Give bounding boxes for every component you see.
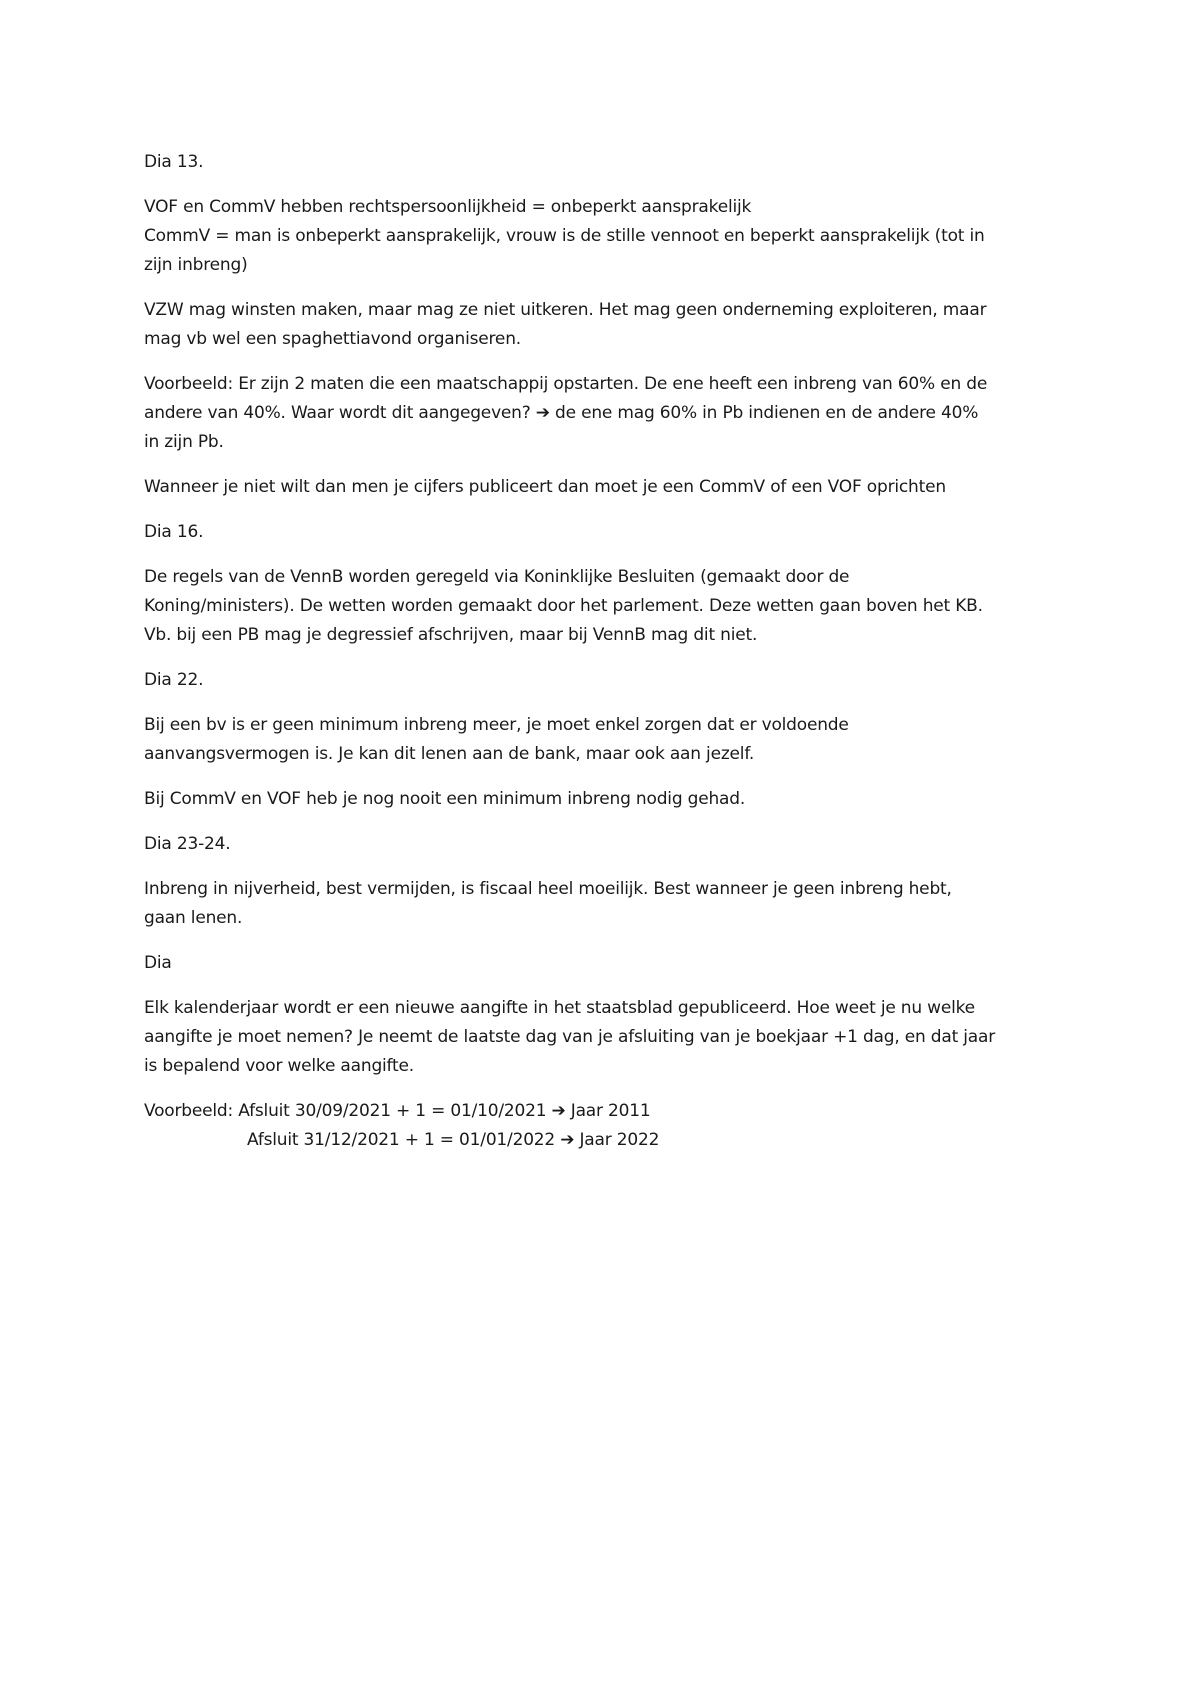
text-line: in zijn Pb. [144,432,224,452]
text-line: Koning/ministers). De wetten worden gemaakt door het parlement. Deze wetten gaan boven het KB. [144,596,983,616]
text-line: Vb. bij een PB mag je degressief afschrijven, maar bij VennB mag dit niet. [144,625,758,645]
text-line: Bij een bv is er geen minimum inbreng meer, je moet enkel zorgen dat er voldoende [144,715,849,735]
text-line: zijn inbreng) [144,255,248,275]
text-line: andere van 40%. Waar wordt dit aangegeven? ➔ de ene mag 60% in Pb indienen en de andere 40% [144,403,979,423]
heading-dia-23-24 [144,830,1064,859]
paragraph-vzw [144,296,1064,354]
paragraph-vof-commv [144,193,1064,280]
example-label: Voorbeeld: [144,1101,234,1121]
heading-dia [144,949,1064,978]
heading-dia-13 [144,148,1064,177]
text-line: Bij CommV en VOF heb je nog nooit een minimum inbreng nodig gehad. [144,789,746,809]
text-line: De regels van de VennB worden geregeld via Koninklijke Besluiten (gemaakt door de [144,567,850,587]
text-line: Inbreng in nijverheid, best vermijden, is fiscaal heel moeilijk. Best wanneer je geen inbreng hebt, [144,879,952,899]
example-text: Afsluit 30/09/2021 + 1 = 01/10/2021 ➔ Jaar 2011 [238,1101,651,1121]
example-line-1 [144,1097,1064,1126]
text-line: aanvangsvermogen is. Je kan dit lenen aan de bank, maar ook aan jezelf. [144,744,755,764]
text-line: Dia 16. [144,522,204,542]
text-line: mag vb wel een spaghettiavond organiseren. [144,329,521,349]
document-body [144,148,1064,1171]
text-line: VZW mag winsten maken, maar mag ze niet uitkeren. Het mag geen onderneming exploiteren, maar [144,300,987,320]
example-afsluit [144,1097,1064,1155]
text-line: Dia 22. [144,670,204,690]
text-line: Elk kalenderjaar wordt er een nieuwe aangifte in het staatsblad gepubliceerd. Hoe weet je nu welke [144,998,975,1018]
example-line-2: Afsluit 31/12/2021 + 1 = 01/01/2022 ➔ Jaar 2022 [247,1130,660,1150]
text-line: is bepalend voor welke aangifte. [144,1056,414,1076]
heading-dia-16 [144,518,1064,547]
text-line: Dia 23-24. [144,834,231,854]
heading-dia-22 [144,666,1064,695]
text-line: Dia [144,953,172,973]
text-line: Voorbeeld: Er zijn 2 maten die een maatschappij opstarten. De ene heeft een inbreng van 60% en de [144,374,988,394]
text-line: aangifte je moet nemen? Je neemt de laatste dag van je afsluiting van je boekjaar +1 dag, en dat jaar [144,1027,996,1047]
paragraph-bv-inbreng [144,711,1064,769]
text-line: Dia 13. [144,152,204,172]
text-line: CommV = man is onbeperkt aansprakelijk, vrouw is de stille vennoot en beperkt aansprakelijk (tot in [144,226,985,246]
paragraph-commv-vof-inbreng [144,785,1064,814]
paragraph-vennb-regels [144,563,1064,650]
text-line: gaan lenen. [144,908,243,928]
paragraph-cijfers-publiceren [144,473,1064,502]
text-line: Wanneer je niet wilt dan men je cijfers publiceert dan moet je een CommV of een VOF oprichten [144,477,946,497]
paragraph-kalenderjaar [144,994,1064,1081]
paragraph-nijverheid [144,875,1064,933]
paragraph-voorbeeld-maten [144,370,1064,457]
text-line: VOF en CommV hebben rechtspersoonlijkheid = onbeperkt aansprakelijk [144,197,752,217]
